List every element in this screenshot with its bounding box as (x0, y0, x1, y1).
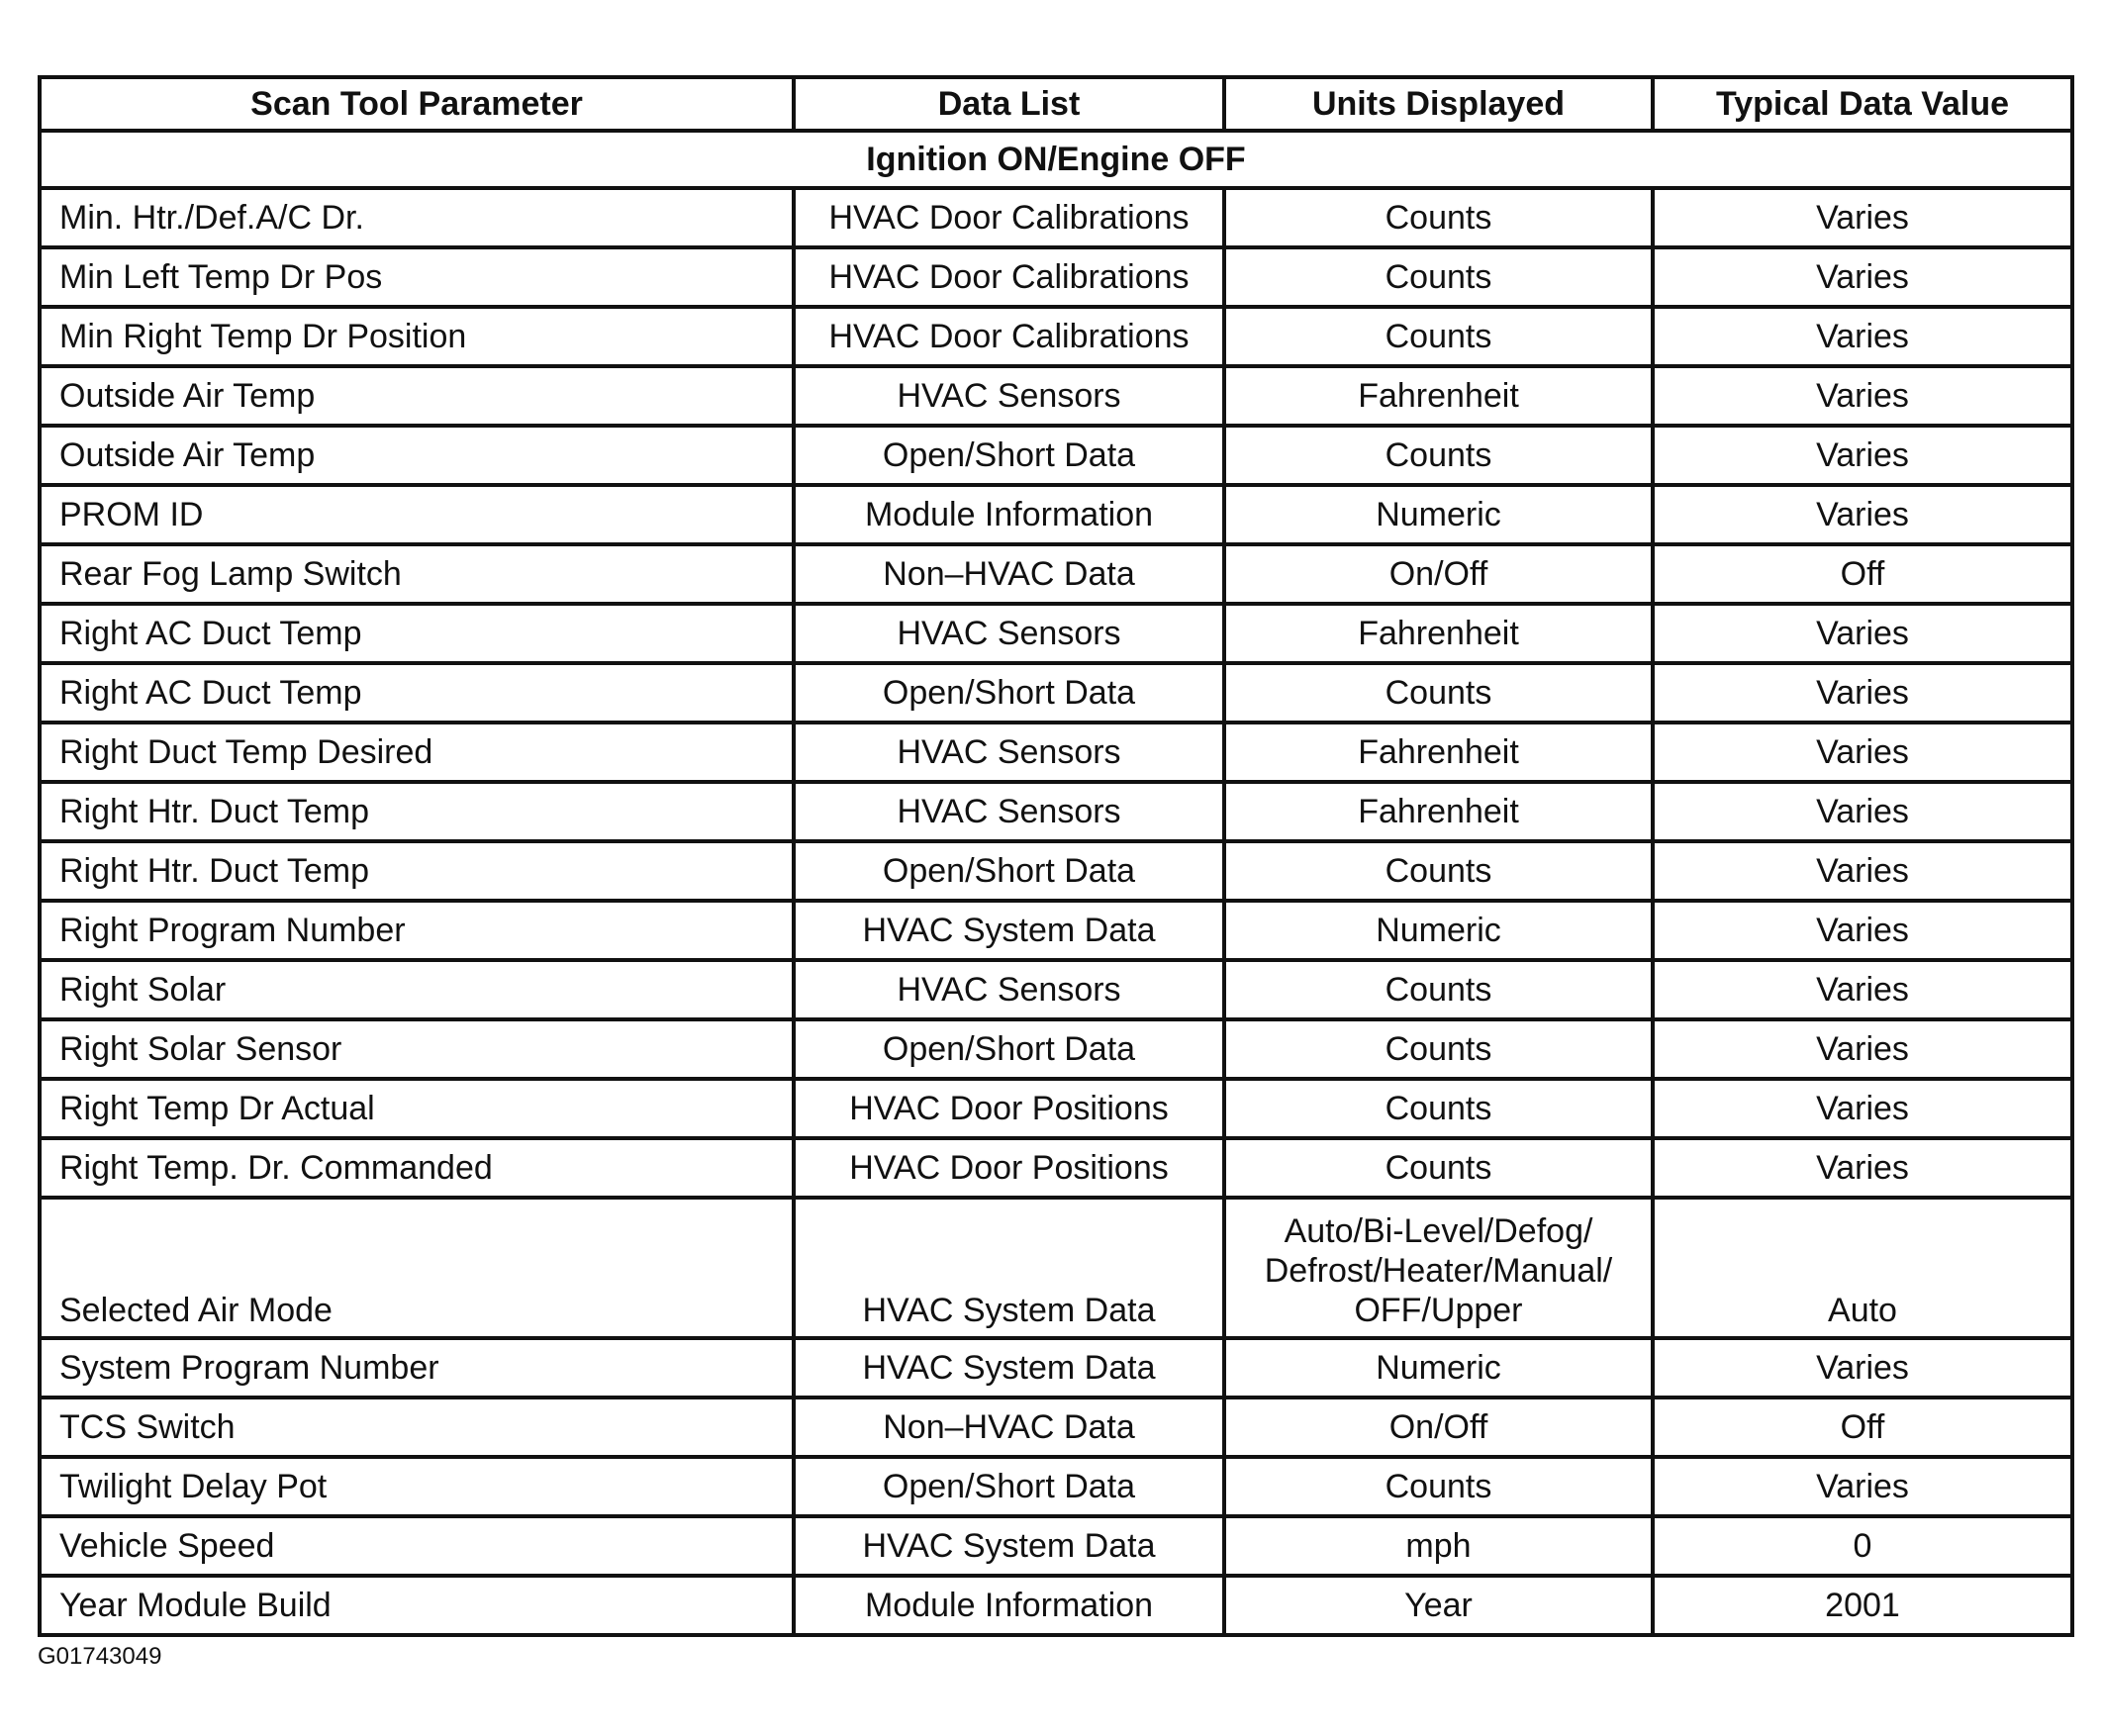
cell-units: Counts (1224, 1457, 1653, 1516)
cell-data-list: HVAC Sensors (794, 782, 1224, 841)
cell-typical-value: Auto (1653, 1198, 2072, 1338)
cell-data-list: Non–HVAC Data (794, 1398, 1224, 1457)
cell-typical-value: Varies (1653, 307, 2072, 366)
cell-data-list: Open/Short Data (794, 1019, 1224, 1079)
table-row (40, 1516, 2072, 1576)
table-row (40, 366, 2072, 426)
header-row (40, 77, 2072, 131)
cell-data-list: Module Information (794, 485, 1224, 544)
cell-parameter: PROM ID (40, 485, 794, 544)
cell-units: Counts (1224, 663, 1653, 723)
section-title: Ignition ON/Engine OFF (40, 131, 2072, 188)
cell-typical-value: Varies (1653, 1019, 2072, 1079)
table-row (40, 901, 2072, 960)
cell-typical-value: Varies (1653, 604, 2072, 663)
cell-units: mph (1224, 1516, 1653, 1576)
cell-parameter: Vehicle Speed (40, 1516, 794, 1576)
figure-id: G01743049 (38, 1643, 162, 1670)
cell-data-list: HVAC System Data (794, 901, 1224, 960)
cell-units: Fahrenheit (1224, 604, 1653, 663)
cell-parameter: Min. Htr./Def.A/C Dr. (40, 188, 794, 247)
cell-parameter: Twilight Delay Pot (40, 1457, 794, 1516)
cell-parameter: Right Temp. Dr. Commanded (40, 1138, 794, 1198)
cell-units: Numeric (1224, 1338, 1653, 1398)
cell-units-line: Auto/Bi-Level/Defog/ (1284, 1212, 1593, 1250)
cell-parameter: Right AC Duct Temp (40, 604, 794, 663)
table-row (40, 1138, 2072, 1198)
cell-data-list: HVAC Door Positions (794, 1138, 1224, 1198)
table-row (40, 1198, 2072, 1338)
table-row (40, 723, 2072, 782)
cell-parameter: Rear Fog Lamp Switch (40, 544, 794, 604)
column-header-typical-data-value: Typical Data Value (1653, 77, 2072, 131)
cell-units: Counts (1224, 1019, 1653, 1079)
cell-typical-value: Varies (1653, 782, 2072, 841)
table-row (40, 247, 2072, 307)
cell-typical-value: Varies (1653, 960, 2072, 1019)
column-header-scan-tool-parameter: Scan Tool Parameter (40, 77, 794, 131)
cell-data-list: Open/Short Data (794, 426, 1224, 485)
cell-units: Counts (1224, 188, 1653, 247)
cell-data-list: HVAC System Data (794, 1338, 1224, 1398)
cell-units: Counts (1224, 1138, 1653, 1198)
cell-units: Numeric (1224, 485, 1653, 544)
cell-data-list: HVAC System Data (794, 1516, 1224, 1576)
cell-units: On/Off (1224, 1398, 1653, 1457)
cell-typical-value: Varies (1653, 1138, 2072, 1198)
cell-data-list: HVAC Sensors (794, 366, 1224, 426)
cell-parameter: Selected Air Mode (40, 1198, 794, 1338)
cell-typical-value: Varies (1653, 1457, 2072, 1516)
cell-data-list: HVAC Sensors (794, 604, 1224, 663)
table-row (40, 485, 2072, 544)
cell-parameter: Right AC Duct Temp (40, 663, 794, 723)
table-row (40, 663, 2072, 723)
table-row (40, 604, 2072, 663)
cell-units: Counts (1224, 1079, 1653, 1138)
table-row (40, 1079, 2072, 1138)
cell-data-list: Non–HVAC Data (794, 544, 1224, 604)
cell-units: Numeric (1224, 901, 1653, 960)
cell-data-list: Open/Short Data (794, 841, 1224, 901)
cell-parameter: Right Program Number (40, 901, 794, 960)
cell-data-list: HVAC Sensors (794, 723, 1224, 782)
table-row (40, 1576, 2072, 1635)
cell-parameter: Right Solar Sensor (40, 1019, 794, 1079)
table-row (40, 188, 2072, 247)
section-row (40, 131, 2072, 188)
cell-typical-value: Off (1653, 544, 2072, 604)
table-row (40, 544, 2072, 604)
cell-units: Fahrenheit (1224, 366, 1653, 426)
cell-data-list: HVAC System Data (794, 1198, 1224, 1338)
cell-units: Year (1224, 1576, 1653, 1635)
scan-tool-data-table (38, 75, 2074, 1637)
cell-parameter: Right Duct Temp Desired (40, 723, 794, 782)
cell-data-list: HVAC Door Calibrations (794, 307, 1224, 366)
table-row (40, 1019, 2072, 1079)
cell-typical-value: Varies (1653, 723, 2072, 782)
cell-typical-value: Varies (1653, 901, 2072, 960)
cell-parameter: Right Solar (40, 960, 794, 1019)
cell-typical-value: Varies (1653, 1079, 2072, 1138)
cell-units-line: OFF/Upper (1354, 1292, 1523, 1329)
cell-units-line: Defrost/Heater/Manual/ (1264, 1252, 1613, 1290)
cell-typical-value: Varies (1653, 188, 2072, 247)
cell-units: On/Off (1224, 544, 1653, 604)
cell-typical-value: Varies (1653, 366, 2072, 426)
cell-units: Counts (1224, 307, 1653, 366)
cell-units: Fahrenheit (1224, 782, 1653, 841)
cell-data-list: HVAC Door Calibrations (794, 188, 1224, 247)
cell-typical-value: Off (1653, 1398, 2072, 1457)
cell-typical-value: 0 (1653, 1516, 2072, 1576)
cell-data-list: Open/Short Data (794, 1457, 1224, 1516)
table-row (40, 782, 2072, 841)
cell-parameter: TCS Switch (40, 1398, 794, 1457)
cell-parameter: Min Left Temp Dr Pos (40, 247, 794, 307)
cell-data-list: Open/Short Data (794, 663, 1224, 723)
cell-parameter: Right Temp Dr Actual (40, 1079, 794, 1138)
table-row (40, 1338, 2072, 1398)
table-row (40, 960, 2072, 1019)
cell-data-list: Module Information (794, 1576, 1224, 1635)
cell-units: Counts (1224, 841, 1653, 901)
data-table-container (38, 75, 2070, 1637)
column-header-units-displayed: Units Displayed (1224, 77, 1653, 131)
cell-parameter: Right Htr. Duct Temp (40, 782, 794, 841)
cell-data-list: HVAC Door Positions (794, 1079, 1224, 1138)
column-header-data-list: Data List (794, 77, 1224, 131)
cell-units (1224, 1198, 1653, 1338)
table-row (40, 1398, 2072, 1457)
cell-typical-value: Varies (1653, 841, 2072, 901)
cell-typical-value: Varies (1653, 485, 2072, 544)
table-row (40, 1457, 2072, 1516)
cell-data-list: HVAC Door Calibrations (794, 247, 1224, 307)
cell-typical-value: Varies (1653, 663, 2072, 723)
cell-units: Fahrenheit (1224, 723, 1653, 782)
cell-parameter: Right Htr. Duct Temp (40, 841, 794, 901)
cell-units: Counts (1224, 247, 1653, 307)
cell-typical-value: Varies (1653, 247, 2072, 307)
cell-typical-value: Varies (1653, 1338, 2072, 1398)
cell-parameter: Outside Air Temp (40, 366, 794, 426)
cell-data-list: HVAC Sensors (794, 960, 1224, 1019)
table-row (40, 841, 2072, 901)
cell-parameter: System Program Number (40, 1338, 794, 1398)
cell-typical-value: 2001 (1653, 1576, 2072, 1635)
table-row (40, 426, 2072, 485)
cell-parameter: Year Module Build (40, 1576, 794, 1635)
cell-parameter: Outside Air Temp (40, 426, 794, 485)
table-row (40, 307, 2072, 366)
cell-units: Counts (1224, 960, 1653, 1019)
cell-typical-value: Varies (1653, 426, 2072, 485)
cell-parameter: Min Right Temp Dr Position (40, 307, 794, 366)
cell-units: Counts (1224, 426, 1653, 485)
